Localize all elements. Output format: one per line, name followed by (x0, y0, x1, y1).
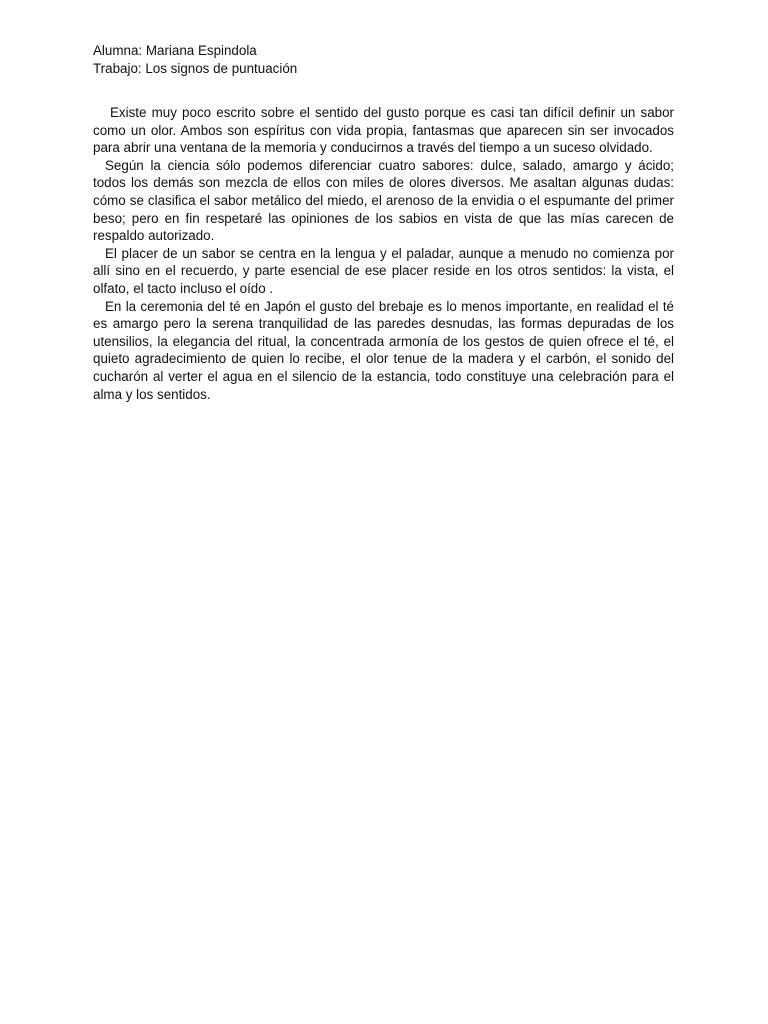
paragraph-3: El placer de un sabor se centra en la lengua y el paladar, aunque a menudo no comienza por allí sino en el recuerdo, y parte esencial de ese placer reside en los otros sentidos: la vista, el olfato, el tacto incluso el oído . (93, 245, 674, 296)
assignment-title-line: Trabajo: Los signos de puntuación (93, 61, 298, 76)
paragraph-1: Existe muy poco escrito sobre el sentido del gusto porque es casi tan difícil definir un sabor como un olor. Ambos son espíritus con vida propia, fantasmas que aparecen sin ser invocados para abrir una ventana de la memoria y conducirnos a través del tiempo a un suceso olvidado. (93, 105, 674, 156)
student-name-line: Alumna: Mariana Espindola (93, 43, 257, 58)
document-header (93, 42, 678, 78)
paragraph-4: En la ceremonia del té en Japón el gusto del brebaje es lo menos importante, en realidad el té es amargo pero la serena tranquilidad de las paredes desnudas, las formas depuradas de los utensilios, la elegancia del ritual, la concentrada armonía de los gestos de quien ofrece el té, el quieto agradecimiento de quien lo recibe, el olor tenue de la madera y el carbón, el sonido del cucharón al verter el agua en el silencio de la estancia, todo constituye una celebración para el alma y los sentidos. (93, 298, 674, 402)
paragraph-2: Según la ciencia sólo podemos diferenciar cuatro sabores: dulce, salado, amargo y ácido; todos los demás son mezcla de ellos con miles de olores diversos. Me asaltan algunas dudas: cómo se clasifica el sabor metálico del miedo, el arenoso de la envidia o el espumante del primer beso; pero en fin respetaré las opiniones de los sabios en vista de que las mías carecen de respaldo autorizado. (93, 157, 674, 244)
document-body (93, 104, 674, 403)
